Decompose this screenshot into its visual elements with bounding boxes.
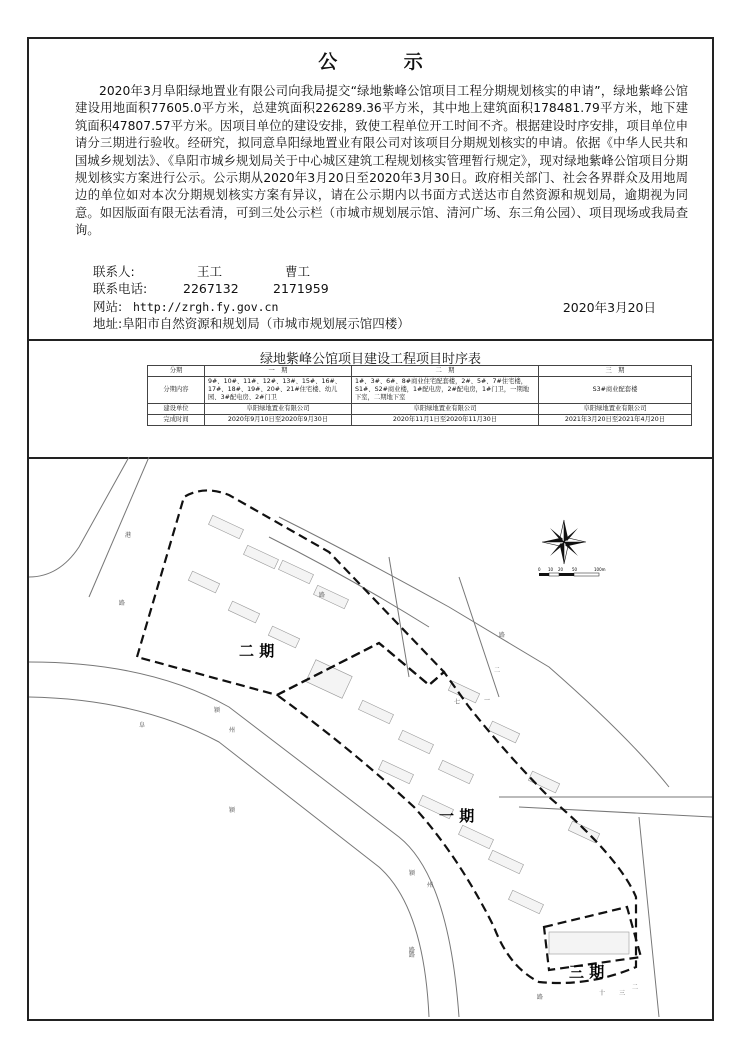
table-cell: 分期内容: [148, 377, 205, 404]
table-cell: 阜阳绿地置业有限公司: [205, 404, 352, 415]
phone-number-2: 2171959: [273, 281, 329, 296]
road-mark: 路: [499, 632, 506, 639]
scale-label: 20: [558, 567, 564, 572]
road-mark: 颍: [229, 807, 236, 814]
road-mark: 颍: [409, 870, 416, 877]
table-cell: 2020年11月1日至2020年11月30日: [352, 415, 539, 426]
notice-date: 2020年3月20日: [562, 300, 656, 315]
north-arrow-icon: [542, 520, 586, 564]
road-mark: 二: [632, 984, 639, 991]
contact-name-1: 王工: [197, 264, 223, 279]
road-mark: 一: [484, 697, 491, 704]
road-mark: 路: [409, 947, 416, 954]
contact-name-2: 曹工: [285, 264, 311, 279]
table-cell: 建设单位: [148, 404, 205, 415]
phase-3-label: 三 期: [569, 963, 605, 981]
phase-1-label: 一 期: [439, 807, 475, 825]
address-label: 地址:: [93, 316, 123, 331]
table-row: [148, 415, 692, 426]
table-cell: 阜阳绿地置业有限公司: [352, 404, 539, 415]
scale-label: 50: [572, 567, 578, 572]
scale-label: 0: [538, 567, 541, 572]
table-cell: 1#、3#、6#、8#商业住宅配套楼，2#、5#、7#住宅楼，S1#、S2#商业楼，1#配电房，2#配电房，1#门卫，一期地下室，二期地下室: [352, 377, 539, 404]
contact-address-row: [93, 314, 410, 332]
notice-section: [29, 39, 712, 341]
road-mark: 州: [427, 882, 434, 889]
road-mark: 路: [409, 952, 416, 959]
road-mark: 七: [454, 699, 461, 706]
site-plan-section: [29, 457, 712, 1019]
scale-bar: [538, 567, 606, 576]
schedule-section: [29, 339, 712, 459]
schedule-title: 绿地紫峰公馆项目建设工程项目时序表: [259, 352, 481, 367]
notice-paragraph: 2020年3月阜阳绿地置业有限公司向我局提交“绿地紫峰公馆项目工程分期规划核实的申请”，绿地紫峰公馆建设用地面积77605.0平方米，总建筑面积226289.36平方米，其中地上建筑面积178481.79平方米，地下建筑面积47807.57平方米。因项目单位的建设安排，致使工程单位开工时间不齐。根据建设时序安排，项目单位申请分三期进行验收。经研究，拟同意阜阳绿地置业有限公司对该项目分期规划核实的申请。依据《中华人民共和国城乡规划法》、《阜阳市城乡规划局关于中心城区建筑工程规划核实管理暂行规定》，现对绿地紫峰公馆项目分期规划核实方案进行公示。公示期从2020年3月20日至2020年3月30日。政府相关部门、社会各界群众及用地周边的单位如对本次分期规划核实方案有异议，请在公示期内以书面方式送达市自然资源和规划局，逾期视为同意。如因版面有限无法看清，可到三处公示栏（市城市规划展示馆、清河广场、东三角公园）、项目现场或我局查询。: [75, 84, 688, 238]
table-header-cell: 三 期: [539, 366, 692, 377]
phone-number-1: 2267132: [183, 281, 239, 296]
road-mark: 路: [319, 592, 326, 599]
table-cell: 完成时间: [148, 415, 205, 426]
table-cell: 9#、10#、11#、12#、13#、15#、16#、17#、18#、19#、20#、21#住宅楼、幼儿园、3#配电房、2#门卫: [205, 377, 352, 404]
road-mark: 阜: [139, 722, 146, 729]
road-mark: 港: [125, 532, 132, 539]
phase-2-label: 二 期: [239, 642, 275, 660]
phase-boundaries: [137, 490, 641, 983]
road-mark: 路: [537, 994, 544, 1001]
schedule-table: [147, 365, 692, 426]
table-header-cell: 一 期: [205, 366, 352, 377]
road-mark: 三: [619, 990, 626, 997]
contact-person-row: [93, 262, 310, 280]
table-cell: 2020年9月10日至2020年9月30日: [205, 415, 352, 426]
site-plan-map: [29, 457, 712, 1017]
road-mark: 路: [119, 600, 126, 607]
notice-title: 公 示: [318, 51, 453, 73]
table-cell: 2021年3月20日至2021年4月20日: [539, 415, 692, 426]
road-mark: 州: [229, 727, 236, 734]
contact-phone-row: [93, 279, 329, 297]
web-link[interactable]: http://zrgh.fy.gov.cn: [133, 300, 279, 314]
phone-label: 联系电话:: [93, 281, 148, 296]
table-header-row: [148, 366, 692, 377]
road-name-marks: [119, 531, 638, 1001]
table-header-cell: 二 期: [352, 366, 539, 377]
contact-label: 联系人:: [93, 264, 135, 279]
notice-frame: [27, 37, 714, 1021]
road-mark: 颍: [214, 707, 221, 714]
scale-label: 10: [548, 567, 554, 572]
scale-label: 100m: [594, 567, 606, 572]
contact-web-row: [93, 297, 278, 315]
building-blocks: [188, 515, 629, 954]
address-text: 阜阳市自然资源和规划局（市城市规划展示馆四楼）: [122, 316, 410, 331]
web-label: 网站:: [93, 299, 123, 314]
table-header-cell: 分期: [148, 366, 205, 377]
table-cell: S3#商业配套楼: [539, 377, 692, 404]
table-cell: 阜阳绿地置业有限公司: [539, 404, 692, 415]
road-mark: 十: [599, 990, 606, 997]
road-mark: 二: [494, 667, 501, 674]
table-row: [148, 404, 692, 415]
table-row: [148, 377, 692, 404]
